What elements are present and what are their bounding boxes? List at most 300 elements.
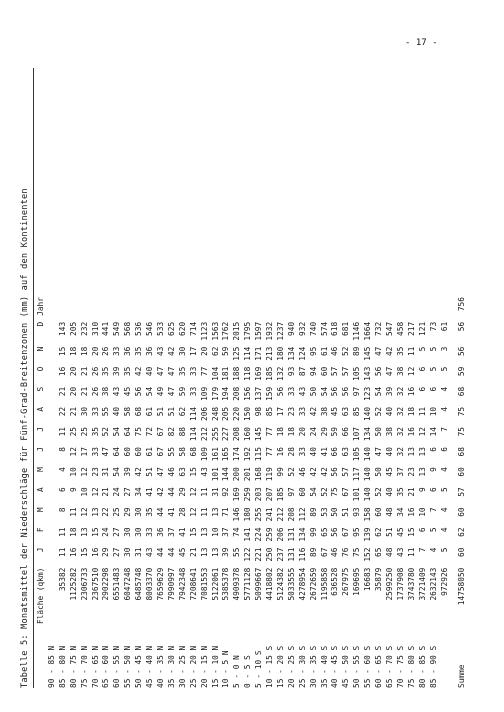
- table-cell: 21: [101, 487, 111, 497]
- table-cell: 44: [155, 547, 165, 557]
- table-cell: 143: [57, 321, 67, 336]
- table-cell: 67: [341, 487, 351, 497]
- table-cell: 10: [417, 507, 427, 517]
- table-cell: 85: [352, 406, 362, 417]
- table-cell: 73: [428, 321, 438, 332]
- table-cell: 4278954: [297, 567, 307, 601]
- table-row: [265, 294, 276, 688]
- table-cell: 20: [68, 386, 78, 397]
- table-cell: 26: [101, 346, 111, 357]
- table-cell: 41: [145, 487, 155, 497]
- table-cell: 618: [330, 321, 340, 336]
- table-cell: 181: [221, 366, 231, 381]
- table-cell: 194: [221, 386, 231, 401]
- table-cell: 11: [417, 406, 427, 417]
- table-cell: 76: [341, 547, 351, 557]
- table-cell: 7990997: [166, 567, 176, 601]
- table-cell: 68: [457, 386, 467, 397]
- table-cell: 145: [254, 427, 264, 442]
- table-cell: 112: [297, 507, 307, 522]
- zone-label: 75 - 80 S: [406, 645, 416, 688]
- table-cell: 41: [177, 527, 187, 537]
- table-cell: 5: [417, 346, 427, 352]
- table-cell: 636528: [330, 567, 340, 596]
- table-cell: 61: [319, 346, 329, 357]
- table-cell: 35382: [57, 567, 67, 592]
- table-cell: 180: [243, 507, 253, 522]
- table-cell: 101: [210, 467, 220, 482]
- table-cell: 5385378: [221, 567, 231, 601]
- table-cell: 17: [188, 346, 198, 357]
- table-cell: 25: [68, 427, 78, 437]
- table-cell: 38: [319, 406, 329, 417]
- table-cell: 11: [57, 427, 67, 437]
- table-cell: 50: [308, 386, 318, 397]
- table-cell: 12: [90, 487, 100, 497]
- table-cell: 141: [243, 527, 253, 542]
- table-cell: 2599250: [385, 567, 394, 601]
- table-row: [440, 294, 451, 688]
- table-cell: 31: [134, 547, 144, 557]
- table-cell: 67: [155, 447, 165, 457]
- table-cell: 57: [330, 366, 340, 377]
- table-cell: 25: [112, 507, 122, 517]
- table-cell: 169: [232, 487, 242, 502]
- table-cell: 52: [286, 467, 296, 477]
- table-cell: 33: [188, 366, 198, 377]
- table-cell: 38: [101, 386, 111, 397]
- table-row: [254, 294, 265, 688]
- table-cell: 250: [265, 547, 275, 562]
- zone-label: 35 - 40 S: [319, 645, 329, 688]
- table-cell: 21: [57, 386, 67, 397]
- table-cell: 3743780: [406, 567, 416, 601]
- table-cell: 33: [112, 346, 122, 357]
- table-cell: 161: [210, 447, 220, 462]
- table-cell: 44: [155, 507, 165, 517]
- table-cell: 3721409: [417, 567, 427, 601]
- caption-rule: [33, 68, 34, 688]
- table-cell: 1597: [254, 321, 264, 341]
- table-cell: 23: [286, 406, 296, 417]
- zone-label: 30 - 35 S: [308, 645, 318, 688]
- table-cell: 75: [457, 427, 467, 437]
- table-cell: 15: [188, 527, 198, 537]
- column-header: J: [36, 547, 45, 553]
- table-cell: 6047248: [123, 567, 133, 601]
- table-cell: 68: [134, 406, 144, 417]
- table-cell: 13: [199, 547, 209, 557]
- table-row: [287, 294, 298, 688]
- table-cell: 62: [210, 346, 220, 357]
- table-cell: 56: [457, 346, 467, 357]
- table-cell: 125: [232, 346, 242, 361]
- table-cell: 55: [166, 447, 176, 457]
- table-cell: 10: [79, 487, 89, 497]
- table-cell: [47, 545, 58, 565]
- table-cell: 56: [330, 527, 340, 537]
- table-row: [298, 294, 309, 688]
- table-cell: 116: [297, 547, 307, 562]
- table-cell: 36: [145, 346, 155, 357]
- table-cell: 56: [330, 386, 340, 397]
- table-cell: 18: [406, 406, 416, 417]
- table-cell: 255: [254, 507, 264, 522]
- table-row: [167, 294, 178, 688]
- table-cell: 11: [199, 507, 209, 517]
- table-cell: 53: [319, 507, 329, 517]
- table-cell: 35: [177, 366, 187, 377]
- table-row: [374, 294, 385, 688]
- table-cell: 75: [134, 427, 144, 437]
- zone-label: 75 - 70 N: [79, 645, 89, 688]
- table-cell: 20: [68, 366, 78, 377]
- table-cell: 139: [363, 527, 373, 542]
- table-cell: 168: [254, 467, 264, 482]
- table-cell: 220: [232, 406, 242, 421]
- table-cell: 174: [232, 447, 242, 462]
- table-cell: 2306733: [79, 567, 89, 601]
- table-cell: 77: [265, 427, 275, 437]
- table-cell: 54: [112, 427, 122, 437]
- table-cell: 205: [221, 406, 231, 421]
- table-cell: 143: [363, 366, 373, 381]
- table-cell: 5033555: [286, 567, 296, 601]
- zone-label: 15 - 20 S: [275, 645, 285, 688]
- table-cell: 1563: [210, 321, 220, 341]
- table-cell: 5: [439, 487, 449, 492]
- table-cell: 227: [221, 427, 231, 442]
- table-cell: 95: [352, 527, 362, 537]
- table-cell: 98: [254, 406, 264, 417]
- table-cell: 51: [385, 527, 394, 537]
- table-cell: 39: [123, 467, 133, 477]
- table-cell: 1932: [265, 321, 275, 341]
- table-cell: 11: [57, 547, 67, 557]
- table-cell: 30: [123, 527, 133, 537]
- table-cell: 11: [406, 547, 416, 557]
- table-cell: 160: [243, 427, 253, 442]
- table-cell: 67: [319, 547, 329, 557]
- table-row: [101, 294, 112, 688]
- table-cell: 75: [352, 547, 362, 557]
- table-cell: 5: [439, 366, 449, 372]
- table-cell: 7: [417, 547, 427, 553]
- table-row: [156, 294, 167, 688]
- table-cell: 972926: [439, 567, 449, 596]
- table-cell: 11: [406, 346, 416, 357]
- table-cell: 47: [155, 366, 165, 377]
- table-cell: 99: [308, 527, 318, 537]
- table-cell: 114: [243, 346, 253, 361]
- table-cell: 15: [188, 467, 198, 477]
- table-cell: 40: [385, 406, 394, 417]
- table-cell: 132: [275, 366, 285, 381]
- table-row: [221, 294, 232, 688]
- table-cell: 57: [341, 366, 351, 377]
- table-cell: 20: [90, 346, 100, 357]
- table-cell: 51: [155, 406, 165, 417]
- table-cell: 3: [439, 346, 449, 352]
- table-cell: 41: [319, 447, 329, 457]
- table-cell: 248: [210, 406, 220, 421]
- table-cell: 67: [155, 427, 165, 437]
- table-cell: 46: [166, 467, 176, 477]
- table-cell: 61: [439, 321, 449, 332]
- table-cell: 208: [232, 427, 242, 442]
- table-cell: 208: [232, 386, 242, 401]
- table-cell: 5771128: [243, 567, 253, 601]
- table-cell: 568: [123, 321, 133, 336]
- table-cell: 60: [319, 366, 329, 377]
- table-cell: 59: [330, 427, 340, 437]
- table-cell: 47: [374, 346, 384, 357]
- table-cell: 458: [395, 321, 405, 336]
- table-cell: 35: [395, 487, 405, 497]
- table-cell: 66: [330, 447, 340, 457]
- table-cell: 42: [134, 366, 144, 377]
- table-cell: 46: [297, 467, 307, 477]
- table-cell: [47, 344, 58, 364]
- table-cell: 42: [308, 467, 318, 477]
- table-cell: 14: [428, 427, 438, 437]
- table-cell: 4: [439, 507, 449, 513]
- table-cell: 932: [297, 321, 307, 336]
- table-cell: 93: [352, 507, 362, 517]
- table-cell: 740: [308, 321, 318, 336]
- table-cell: 47: [155, 467, 165, 477]
- table-cell: 27: [123, 487, 133, 497]
- table-cell: 5122061: [210, 567, 220, 601]
- table-cell: 85: [265, 406, 275, 417]
- table-cell: 115: [254, 447, 264, 462]
- table-cell: [47, 444, 58, 464]
- table-cell: 206: [199, 406, 209, 421]
- table-cell: 77: [265, 447, 275, 457]
- table-cell: 4: [439, 467, 449, 472]
- table-cell: 45: [330, 406, 340, 417]
- zone-label: 30 - 25 N: [177, 645, 187, 688]
- table-cell: 56: [374, 366, 384, 377]
- table-cell: 57: [457, 487, 467, 497]
- table-cell: 13: [90, 507, 100, 517]
- table-body: [47, 294, 468, 688]
- table-cell: 180: [275, 346, 285, 361]
- table-cell: 59: [177, 386, 187, 397]
- table-cell: 119: [265, 467, 275, 482]
- table-cell: 6: [417, 386, 427, 392]
- table-cell: 203: [254, 487, 264, 502]
- zone-label: 60 - 55 N: [112, 645, 122, 688]
- table-cell: 51: [341, 507, 351, 517]
- table-cell: 1237: [275, 321, 285, 341]
- table-cell: 97: [286, 487, 296, 497]
- table-cell: 169: [254, 366, 264, 381]
- zone-label: 45 - 50 S: [341, 645, 351, 688]
- table-cell: 37: [395, 467, 405, 477]
- table-row: [47, 294, 58, 688]
- table-caption: Tabelle 5: Monatsmittel der Niederschläge für Fünf-Grad-Breitenzonen (mm) auf den Kontinenten: [20, 188, 30, 688]
- table-cell: 89: [308, 547, 318, 557]
- table-cell: 5: [428, 366, 438, 372]
- table-cell: 547: [385, 321, 394, 336]
- table-row: [309, 294, 320, 688]
- table-cell: 23: [406, 467, 416, 477]
- table-cell: 13: [210, 507, 220, 517]
- table-cell: 158: [363, 507, 373, 522]
- table-cell: 8: [57, 507, 67, 513]
- table-row: [418, 294, 429, 688]
- table-cell: 30: [134, 527, 144, 537]
- table-cell: 259: [243, 487, 253, 502]
- column-header: D: [36, 321, 45, 327]
- table-cell: 131: [286, 527, 296, 542]
- table-cell: 56: [275, 386, 285, 397]
- table-cell: 156: [243, 386, 253, 401]
- table-cell: 72: [145, 427, 155, 437]
- zone-label: 5 - 0 N: [232, 655, 242, 688]
- zone-label: 10 - 15 S: [265, 645, 275, 688]
- column-header: Jahr: [36, 297, 45, 316]
- table-cell: 56: [457, 321, 467, 332]
- zone-label: 20 - 25 S: [286, 645, 296, 688]
- table-cell: 75: [457, 406, 467, 417]
- table-cell: 18: [68, 346, 78, 357]
- table-cell: 131: [286, 547, 296, 562]
- table-cell: 2902298: [101, 567, 111, 601]
- table-cell: 2632143: [428, 567, 438, 601]
- table-cell: 52: [341, 346, 351, 357]
- table-cell: 35: [395, 346, 405, 357]
- table-cell: 620: [177, 321, 187, 336]
- table-cell: 144: [221, 467, 231, 482]
- table-cell: 42: [155, 487, 165, 497]
- column-header: A: [36, 487, 45, 492]
- table-cell: 140: [363, 406, 373, 421]
- table-cell: 27: [112, 527, 122, 537]
- table-cell: 57: [341, 467, 351, 477]
- table-row: [232, 294, 243, 688]
- table-cell: 7081553: [199, 567, 209, 601]
- table-cell: 71: [221, 507, 231, 517]
- table-cell: 50: [374, 427, 384, 437]
- table-cell: 33: [145, 527, 155, 537]
- table-cell: 62: [177, 406, 187, 417]
- table-cell: 206: [275, 527, 285, 542]
- table-cell: 29: [319, 427, 329, 437]
- zone-label: 65 - 70 S: [385, 645, 394, 688]
- column-header: J: [36, 427, 45, 432]
- table-cell: 29: [101, 547, 111, 557]
- table-cell: 40: [385, 487, 394, 497]
- table-cell: 14758050: [457, 567, 467, 606]
- table-cell: 217: [406, 321, 416, 336]
- table-cell: 58: [177, 447, 187, 457]
- table-cell: 61: [145, 447, 155, 457]
- table-cell: 310: [90, 321, 100, 336]
- table-cell: 122: [243, 547, 253, 562]
- table-cell: 25: [79, 427, 89, 437]
- table-cell: [47, 384, 58, 404]
- table-cell: 20: [199, 346, 209, 357]
- table-cell: 140: [363, 447, 373, 462]
- table-cell: 533: [155, 321, 165, 336]
- table-cell: 55: [232, 547, 242, 557]
- table-cell: 35: [101, 366, 111, 377]
- page-number: - 17 -: [405, 38, 438, 48]
- table-cell: 46: [330, 547, 340, 557]
- table-cell: 732: [374, 321, 384, 336]
- table-cell: 6551483: [112, 567, 122, 601]
- table-cell: 134: [363, 427, 373, 442]
- table-cell: 43: [297, 386, 307, 397]
- table-cell: 1123: [199, 321, 209, 341]
- table-cell: 17: [275, 406, 285, 417]
- table-cell: 8: [57, 447, 67, 452]
- zone-label: 45 - 40 N: [145, 645, 155, 688]
- table-cell: 49: [155, 386, 165, 397]
- table-cell: 87: [297, 366, 307, 377]
- table-cell: 66: [341, 427, 351, 437]
- table-cell: 30: [79, 406, 89, 417]
- table-cell: 60: [457, 467, 467, 477]
- table-cell: 33: [297, 447, 307, 457]
- table-cell: 21: [79, 386, 89, 397]
- precipitation-table: [36, 294, 468, 688]
- table-cell: 67: [341, 527, 351, 537]
- table-row: [363, 294, 374, 688]
- table-cell: 21: [79, 366, 89, 377]
- table-cell: 5124382: [275, 567, 285, 601]
- zone-label: Summe: [457, 664, 467, 688]
- table-cell: 259: [265, 527, 275, 542]
- table-cell: 12: [406, 366, 416, 377]
- table-cell: 171: [254, 346, 264, 361]
- table-cell: 30: [134, 507, 144, 517]
- table-cell: 47: [166, 386, 176, 397]
- table-cell: 6485748: [134, 567, 144, 601]
- column-header: J: [36, 447, 45, 452]
- table-cell: 82: [166, 427, 176, 437]
- table-row: [91, 294, 102, 688]
- table-cell: 118: [243, 366, 253, 381]
- table-cell: 121: [417, 321, 427, 336]
- table-cell: 185: [275, 487, 285, 502]
- table-cell: 22: [101, 507, 111, 517]
- table-cell: 12: [188, 507, 198, 517]
- table-cell: 2015: [232, 321, 242, 341]
- table-row: [330, 294, 341, 688]
- table-cell: 31: [210, 487, 220, 497]
- table-cell: 5: [428, 527, 438, 533]
- table-cell: 34: [395, 507, 405, 517]
- table-cell: 61: [145, 406, 155, 417]
- table-cell: 1737908: [395, 567, 405, 601]
- table-cell: 7: [428, 507, 438, 513]
- table-cell: 165: [221, 447, 231, 462]
- table-cell: 43: [112, 386, 122, 397]
- table-cell: 65: [319, 527, 329, 537]
- table-cell: 47: [374, 447, 384, 457]
- table-cell: 60: [134, 447, 144, 457]
- table-cell: 64: [112, 447, 122, 457]
- table-cell: 36: [123, 346, 133, 357]
- table-cell: 64: [123, 427, 133, 437]
- table-cell: 159: [265, 386, 275, 401]
- table-cell: 24: [112, 487, 122, 497]
- table-cell: 9: [68, 487, 78, 492]
- table-cell: [47, 364, 58, 384]
